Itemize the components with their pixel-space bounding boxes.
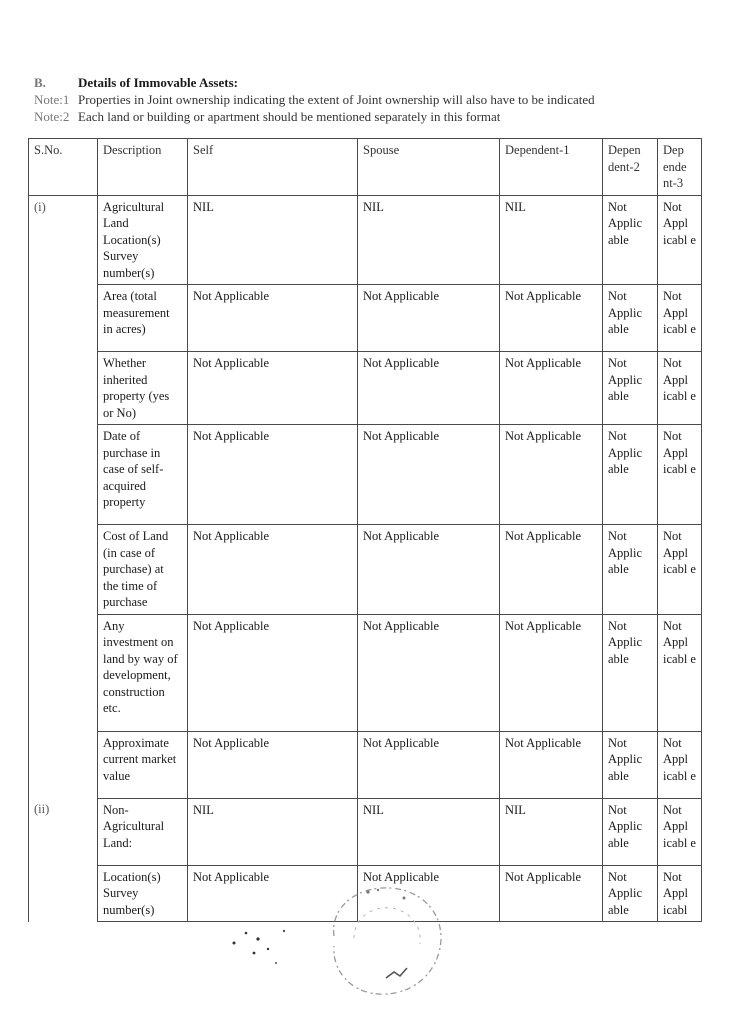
self-cell: NIL [188, 798, 358, 865]
spouse-cell: NIL [358, 195, 500, 285]
dependent-3-cell: Not Appl icabl [658, 865, 702, 922]
description-cell: Area (total measurement in acres) [98, 285, 188, 352]
sno-cell [29, 425, 98, 525]
ink-specks [228, 925, 308, 970]
sno-cell [29, 731, 98, 798]
sno-cell: (ii) [29, 798, 98, 865]
sno-cell [29, 865, 98, 922]
table-row [29, 195, 702, 285]
spouse-cell: Not Applicable [358, 731, 500, 798]
section-title: Details of Immovable Assets: [78, 75, 238, 90]
dependent-3-cell: Not Appl icabl e [658, 352, 702, 425]
dependent-3-cell: Not Appl icabl e [658, 525, 702, 615]
header-dependent-2: Depen dent-2 [603, 139, 658, 196]
dependent-1-cell: Not Applicable [500, 865, 603, 922]
self-cell: Not Applicable [188, 425, 358, 525]
dependent-1-cell: Not Applicable [500, 352, 603, 425]
table-row [29, 285, 702, 352]
self-cell: Not Applicable [188, 865, 358, 922]
dependent-3-cell: Not Appl icabl e [658, 195, 702, 285]
dependent-1-cell: Not Applicable [500, 425, 603, 525]
spouse-cell: NIL [358, 798, 500, 865]
self-cell: Not Applicable [188, 731, 358, 798]
self-cell: Not Applicable [188, 352, 358, 425]
note-2-text: Each land or building or apartment should be mentioned separately in this format [78, 109, 501, 124]
self-cell: Not Applicable [188, 614, 358, 731]
sno-cell [29, 285, 98, 352]
header-self: Self [188, 139, 358, 196]
dependent-2-cell: Not Applic able [603, 525, 658, 615]
spouse-cell: Not Applicable [358, 865, 500, 922]
spouse-cell: Not Applicable [358, 614, 500, 731]
spouse-cell: Not Applicable [358, 525, 500, 615]
description-cell: Non-Agricultural Land: [98, 798, 188, 865]
dependent-3-cell: Not Appl icabl e [658, 731, 702, 798]
note-2-label: Note:2 [34, 109, 70, 124]
dependent-3-cell: Not Appl icabl e [658, 425, 702, 525]
note-1-label: Note:1 [34, 92, 70, 107]
dependent-2-cell: Not Applic able [603, 614, 658, 731]
dependent-1-cell: Not Applicable [500, 614, 603, 731]
description-cell: Location(s) Survey number(s) [98, 865, 188, 922]
dependent-2-cell: Not Applic able [603, 865, 658, 922]
official-stamp [316, 878, 454, 1000]
table-row [29, 425, 702, 525]
self-cell: NIL [188, 195, 358, 285]
dependent-1-cell: Not Applicable [500, 731, 603, 798]
section-heading [34, 75, 238, 91]
table-row [29, 352, 702, 425]
spouse-cell: Not Applicable [358, 352, 500, 425]
description-cell: Any investment on land by way of development, construction etc. [98, 614, 188, 731]
description-cell: Whether inherited property (yes or No) [98, 352, 188, 425]
table-row [29, 525, 702, 615]
dependent-2-cell: Not Applic able [603, 425, 658, 525]
header-sno: S.No. [29, 139, 98, 196]
sno-cell [29, 614, 98, 731]
spouse-cell: Not Applicable [358, 285, 500, 352]
immovable-assets-table [28, 138, 702, 922]
table-header-row [29, 139, 702, 196]
description-cell: Approximate current market value [98, 731, 188, 798]
table-row [29, 731, 702, 798]
dependent-3-cell: Not Appl icabl e [658, 614, 702, 731]
dependent-2-cell: Not Applic able [603, 195, 658, 285]
table-row [29, 798, 702, 865]
sno-cell [29, 352, 98, 425]
description-cell: Cost of Land (in case of purchase) at the time of purchase [98, 525, 188, 615]
dependent-2-cell: Not Applic able [603, 798, 658, 865]
dependent-1-cell: Not Applicable [500, 285, 603, 352]
note-1 [34, 92, 595, 108]
section-label: B. [34, 75, 46, 90]
sno-cell: (i) [29, 195, 98, 285]
dependent-3-cell: Not Appl icabl e [658, 285, 702, 352]
header-dependent-1: Dependent-1 [500, 139, 603, 196]
note-2 [34, 109, 500, 125]
dependent-1-cell: NIL [500, 798, 603, 865]
header-description: Description [98, 139, 188, 196]
dependent-1-cell: Not Applicable [500, 525, 603, 615]
header-dependent-3: Dep ende nt-3 [658, 139, 702, 196]
dependent-3-cell: Not Appl icabl e [658, 798, 702, 865]
dependent-2-cell: Not Applic able [603, 731, 658, 798]
note-1-text: Properties in Joint ownership indicating the extent of Joint ownership will also have to be indicated [78, 92, 595, 107]
spouse-cell: Not Applicable [358, 425, 500, 525]
description-cell: Date of purchase in case of self-acquired property [98, 425, 188, 525]
dependent-1-cell: NIL [500, 195, 603, 285]
header-spouse: Spouse [358, 139, 500, 196]
dependent-2-cell: Not Applic able [603, 352, 658, 425]
description-cell: Agricultural Land Location(s) Survey number(s) [98, 195, 188, 285]
self-cell: Not Applicable [188, 525, 358, 615]
self-cell: Not Applicable [188, 285, 358, 352]
table-row [29, 614, 702, 731]
dependent-2-cell: Not Applic able [603, 285, 658, 352]
sno-cell [29, 525, 98, 615]
